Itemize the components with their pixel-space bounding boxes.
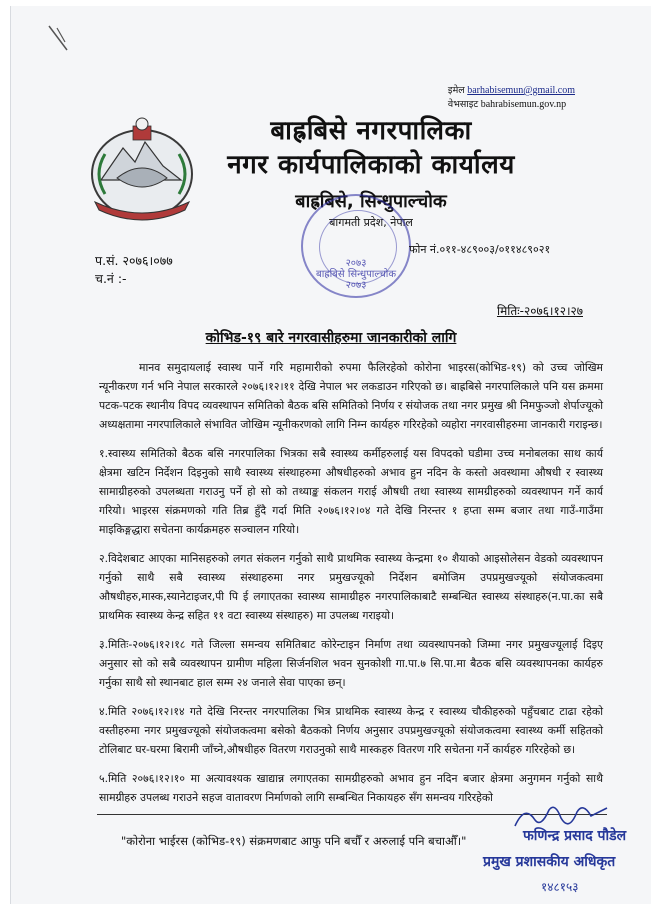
chalani-number: च.नं :-: [95, 271, 127, 286]
website-label: वेभसाइट: [447, 99, 479, 110]
email-label: इमेल: [447, 85, 465, 96]
contact-block: [448, 84, 575, 112]
municipality-name: बाह्रबिसे नगरपालिका: [270, 116, 472, 146]
paragraph-4: ४.मिति २०७६।१२।१४ गते देखि निरन्तर नगरपालिका भित्र प्राथमिक स्वास्थ्य केन्द्र र स्वास्थ्य चौकीहरुको पहुँचबाट टाढा रहेको वस्तीहरुमा नगर प्रमुखज्यूको संयोजकत्वमा बसेको बैठकको निर्णय अनुसार उपप्रमुखज्यूको संयोजकत्वमा स्वास्थ्य कर्मी सहितको टोलिबाट घर-घरमा बिरामी जाँच्ने,औषधीहरु वितरण गराउनुको साथै मास्कहरु वितरण गरि सचेतना गर्ने कार्यहरु गरिरहेको छ।: [99, 705, 603, 756]
pen-mark: [47, 24, 71, 54]
office-name: नगर कार्यपालिकाको कार्यालय: [227, 150, 515, 180]
letter-page: [10, 6, 651, 904]
paragraph-3: ३.मितिः-२०७६।१२।१८ गते जिल्ला समन्वय समितिबाट कोरेन्टाइन निर्माण तथा व्यवस्थापनको जिम्मा नगर प्रमुखज्यूलाई दिइए अनुसार सो को सबै व्यवस्थापन ग्रामीण महिला सिर्जनशिल भवन सुनकोशी गा.पा.७ सि.पा.मा बैठक बसि व्यवस्थापनका कार्यहरु गर्नुका साथै सो स्थानबाट हाल सम्म २४ जनाले सेवा पाएका छन्।: [99, 638, 603, 689]
awareness-slogan: "कोरोना भाईरस (कोभिड-१९) संक्रमणबाट आफु पनि बचौँ र अरुलाई पनि बचाऔँ।": [121, 834, 467, 848]
paragraph-1: १.स्वास्थ्य समितिको बैठक बसि नगरपालिका भित्रका सबै स्वास्थ्य कर्मीहरुलाई यस विपदको घडीमा उच्च मनोबलका साथ कार्य क्षेत्रमा खटिन निर्देशन दिइनुको साथै स्वास्थ्य संस्थाहरुमा औषधीहरुको अभाव हुन नदिन के कस्तो अवस्थामा औषधी र स्वास्थ्य सामाग्रीहरुको उपलब्धता गराउनु पर्ने हो सो को तथ्याङ्क संकलन गराई औषधी तथा स्वास्थ्य सामग्रीहरुको व्यवस्थापन गर्ने कार्य गरियो। भाइरस संक्रमणको गति तिब्र हुँदै गर्दा मिति २०७६।१२।०४ गते देखि निरन्तर १ हप्ता सम्म बजार तथा गाउँ-गाउँमा माइकिङ्गद्धारा सचेतना कार्यक्रमहरु सञ्चालन गरियो।: [99, 447, 603, 536]
stamp-text-mid: बाह्रबिसे सिन्धुपाल्चोक: [315, 269, 396, 280]
stamp-text-top: २०७३: [345, 258, 367, 269]
website-text: bahrabisemun.gov.np: [480, 99, 567, 110]
patra-sankhya: प.सं. २०७६।०७७: [95, 253, 173, 268]
subject-line: कोभिड-१९ बारे नगरवासीहरुमा जानकारीको लागि: [205, 330, 457, 346]
email-line: [448, 84, 575, 98]
paragraph-5: ५.मिति २०७६।१२।१० मा अत्यावश्यक खाद्यान्न लगाएतका सामग्रीहरुको अभाव हुन नदिन बजार क्षेत्रमा अनुगमन गर्नुको साथै सामग्रीहरु उपलब्ध गराउने सहज वातावरण निर्माणको लागि सम्बन्धित निकायहरु सँग समन्वय गरिरहेको: [99, 772, 603, 804]
website-line: [448, 98, 575, 112]
paragraph-2: २.विदेशबाट आएका मानिसहरुको लगत संकलन गर्नुको साथै प्राथमिक स्वास्थ्य केन्द्रमा १० शैयाको आइसोलेसन वेडको व्यवस्थापन गर्नुको साथै सबै स्वास्थ्य संस्थाहरुमा नगर प्रमुखज्यूको निर्देशन बमोजिम उपप्रमुखज्यूको संयोजकत्वमा औषधीहरु,मास्क,स्यानेटाइजर,पी पि ई लगाएतका स्वास्थ्य सामाग्रीहरु नगरपालिकाबाटै सम्बन्धित स्वास्थ्य संस्थाहरु(न.पा.का सबै प्राथमिक स्वास्थ्य केन्द्र सहित ११ वटा स्वास्थ्य संस्थाहरु) मा उपलब्ध गराइयो।: [99, 552, 603, 622]
email-link[interactable]: barhabisemun@gmail.com: [467, 85, 575, 96]
signatory-name: फणिन्द्र प्रसाद पौडेल: [523, 828, 627, 844]
letter-date: मितिः-२०७६।१२।२७: [496, 304, 583, 318]
office-location: बाह्रबिसे, सिन्धुपाल्चोक: [295, 191, 447, 212]
stamp-text: [311, 258, 401, 291]
stamp-text-bottom: २०७३: [345, 280, 367, 291]
paragraph-intro: मानव समुदायलाई स्वास्थ पार्ने गरि महामारीको रुपमा फैलिरहेको कोरोना भाइरस(कोभिड-१९) को उच्च जोखिम न्यूनीकरण गर्न भनि नेपाल सरकारले २०७६।१२।११ देखि नेपाल भर लकडाउन गरिएको छ। बाह्रबिसे नगरपालिकाले पनि यस क्रममा पटक-पटक स्थानीय विपद व्यवस्थापन समितिको बैठक बसि समितिको निर्णय र संयोजक तथा नगर प्रमुख श्री निमफुञ्जो शेर्पाज्यूको अध्यक्षतामा नगरपालिकाले संभावित जोखिम न्यूनीकरणको लागि निम्न कार्यहरु गरिरहेको व्यहोरा नगरवासीहरुमा जानकारी गराइन्छ।: [99, 361, 603, 431]
province-line: बागमती प्रदेश, नेपाल: [329, 216, 413, 229]
phone-number: फोन नं.०११-४८९००३/०११४८९०२१: [409, 243, 551, 256]
signatory-number: १४८१५३: [541, 880, 579, 894]
signatory-title: प्रमुख प्रशासकीय अधिकृत: [483, 854, 616, 870]
nepal-emblem-icon: [83, 114, 201, 226]
reference-numbers: [95, 252, 173, 288]
letter-body: [99, 358, 603, 817]
